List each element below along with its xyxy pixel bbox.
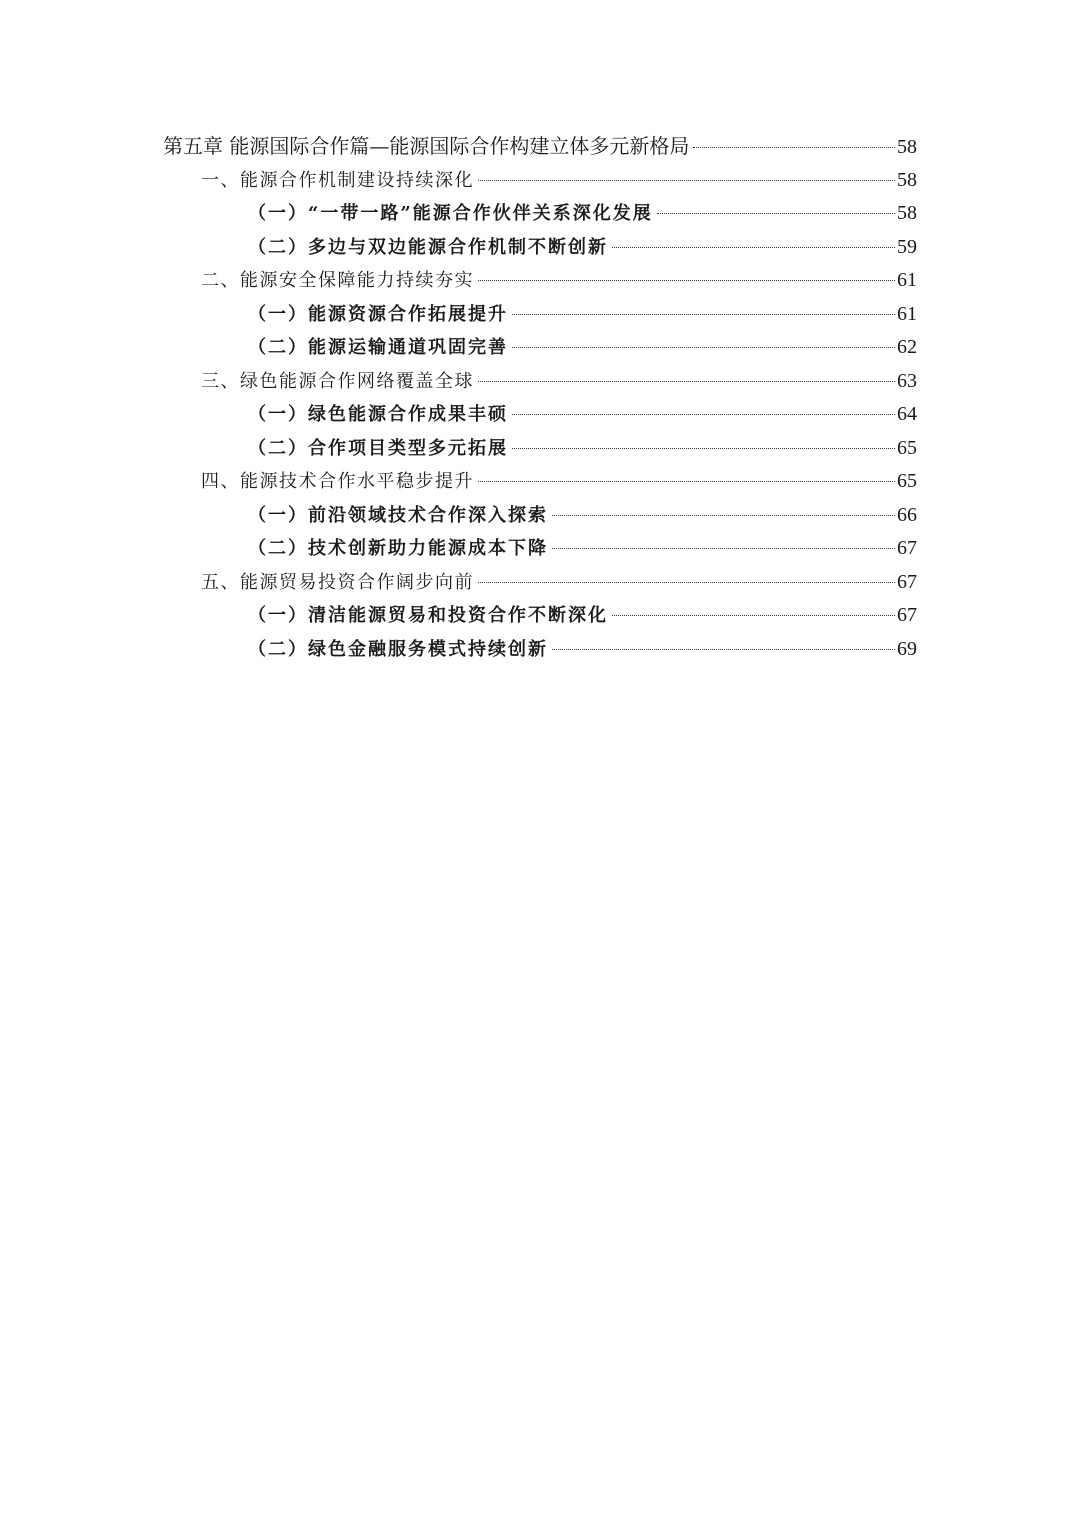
toc-entry-title: 五、能源贸易投资合作阔步向前 — [201, 571, 474, 593]
toc-entry-section-2[interactable] — [163, 264, 917, 298]
dot-leader — [478, 582, 895, 583]
dot-leader — [478, 481, 895, 482]
toc-entry-subsection-2-1[interactable] — [163, 298, 917, 332]
toc-entry-page: 64 — [897, 403, 917, 425]
toc-entry-title: （二）合作项目类型多元拓展 — [248, 437, 508, 459]
toc-entry-title: （二）绿色金融服务模式持续创新 — [248, 638, 548, 660]
toc-entry-subsection-3-2[interactable] — [163, 432, 917, 466]
dot-leader — [693, 147, 895, 148]
toc-entry-subsection-4-1[interactable] — [163, 499, 917, 533]
toc-entry-page: 67 — [897, 537, 917, 559]
toc-entry-page: 58 — [897, 168, 917, 191]
toc-entry-subsection-5-2[interactable] — [163, 633, 917, 667]
toc-entry-page: 69 — [897, 637, 917, 660]
toc-entry-title: 三、绿色能源合作网络覆盖全球 — [201, 370, 474, 392]
toc-entry-title: 二、能源安全保障能力持续夯实 — [201, 270, 474, 291]
toc-entry-title: （一）能源资源合作拓展提升 — [248, 303, 508, 325]
dot-leader — [612, 247, 895, 248]
dot-leader — [512, 347, 895, 348]
toc-entry-page: 67 — [897, 604, 917, 626]
toc-entry-page: 65 — [897, 436, 917, 459]
toc-entry-chapter-5[interactable] — [163, 130, 917, 164]
toc-entry-page: 58 — [897, 136, 917, 158]
dot-leader — [512, 414, 895, 415]
toc-entry-page: 61 — [897, 302, 917, 325]
dot-leader — [552, 649, 895, 650]
toc-entry-subsection-2-2[interactable] — [163, 331, 917, 365]
toc-entry-title: （一）“一带一路”能源合作伙伴关系深化发展 — [248, 203, 653, 224]
dot-leader — [657, 213, 895, 214]
toc-entry-title: （一）清洁能源贸易和投资合作不断深化 — [248, 605, 608, 626]
toc-entry-title: 一、能源合作机制建设持续深化 — [201, 169, 474, 191]
toc-entry-section-4[interactable] — [163, 465, 917, 499]
toc-entry-section-5[interactable] — [163, 566, 917, 600]
dot-leader — [552, 548, 895, 549]
toc-entry-section-3[interactable] — [163, 365, 917, 399]
toc-entry-page: 58 — [897, 202, 917, 224]
toc-entry-page: 67 — [897, 570, 917, 593]
toc-entry-title: 四、能源技术合作水平稳步提升 — [201, 471, 474, 492]
dot-leader — [512, 448, 895, 449]
dot-leader — [478, 381, 895, 382]
toc-entry-subsection-4-2[interactable] — [163, 532, 917, 566]
toc-entry-subsection-3-1[interactable] — [163, 398, 917, 432]
dot-leader — [612, 615, 895, 616]
toc-entry-title: （一）绿色能源合作成果丰硕 — [248, 404, 508, 425]
toc-entry-subsection-1-2[interactable] — [163, 231, 917, 265]
toc-entry-page: 59 — [897, 235, 917, 258]
toc-entry-page: 65 — [897, 470, 917, 492]
toc-entry-title: 第五章 能源国际合作篇—能源国际合作构建立体多元新格局 — [163, 134, 690, 158]
toc-entry-title: （一）前沿领域技术合作深入探索 — [248, 504, 548, 526]
dot-leader — [478, 280, 895, 281]
table-of-contents — [163, 130, 917, 666]
toc-entry-title: （二）技术创新助力能源成本下降 — [248, 538, 548, 559]
toc-entry-subsection-1-1[interactable] — [163, 197, 917, 231]
toc-entry-page: 62 — [897, 336, 917, 358]
toc-entry-title: （二）多边与双边能源合作机制不断创新 — [248, 236, 608, 258]
toc-entry-title: （二）能源运输通道巩固完善 — [248, 337, 508, 358]
dot-leader — [478, 180, 895, 181]
dot-leader — [552, 515, 895, 516]
toc-entry-page: 63 — [897, 369, 917, 392]
toc-entry-page: 66 — [897, 503, 917, 526]
dot-leader — [512, 314, 895, 315]
toc-entry-section-1[interactable] — [163, 164, 917, 198]
toc-entry-subsection-5-1[interactable] — [163, 599, 917, 633]
toc-entry-page: 61 — [897, 269, 917, 291]
